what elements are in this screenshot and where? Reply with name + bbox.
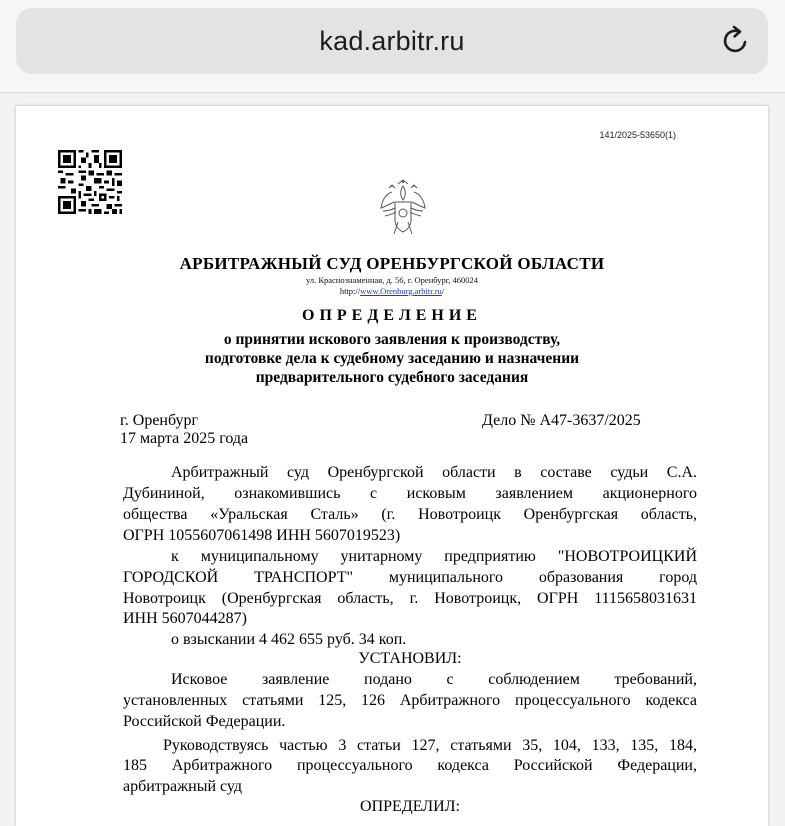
subject-line-3: предварительного судебного заседания (255, 369, 529, 386)
subject-line-2: подготовке дела к судебному заседанию и назначении (204, 350, 580, 367)
court-address: ул. Краснознаменная, д. 56, г. Оренбург, 460024 (305, 275, 479, 285)
coat-of-arms-icon (376, 178, 430, 240)
body-line: Новотроицк (Оренбургская область, г. Новотроицк, ОГРН 1115658031631 (123, 590, 697, 607)
case-code: 141/2025-53650(1) (599, 130, 676, 140)
qr-code-icon (58, 150, 122, 214)
site-prefix: http:// (339, 286, 361, 296)
section-heading-decided: ОПРЕДЕЛИЛ: (360, 798, 460, 815)
body-line: 185 Арбитражного процессуального кодекса Российской Федерации, (123, 757, 697, 774)
document-date: 17 марта 2025 года (120, 430, 249, 447)
document-page (16, 106, 768, 826)
court-website-link[interactable]: www.Orenburg.arbitr.ru (360, 286, 442, 296)
reload-icon[interactable] (718, 23, 754, 59)
address-bar[interactable] (16, 8, 768, 74)
body-line: ОГРН 1055607061498 ИНН 5607019523) (123, 527, 401, 544)
case-number: Дело № А47-3637/2025 (482, 412, 641, 429)
body-line: Российской Федерации. (123, 713, 286, 730)
body-line: Исковое заявление подано с соблюдением требований, (171, 671, 697, 688)
browser-toolbar (0, 0, 785, 93)
section-heading-established: УСТАНОВИЛ: (358, 650, 462, 667)
city: г. Оренбург (120, 412, 199, 429)
body-line: ИНН 5607044287) (123, 610, 247, 627)
body-line: Арбитражный суд Оренбургской области в составе судьи С.А. (171, 464, 697, 481)
body-line: о взыскании 4 462 655 руб. 34 коп. (171, 631, 407, 648)
body-line: Дубининой, ознакомившись с исковым заявлением акционерного (123, 485, 697, 502)
document-title: ОПРЕДЕЛЕНИЕ (302, 307, 482, 324)
url-text[interactable]: kad.arbitr.ru (319, 26, 465, 56)
site-suffix: / (441, 286, 445, 296)
court-website (16, 286, 768, 296)
body-line: Руководствуясь частью 3 статьи 127, статьями 35, 104, 133, 135, 184, (163, 737, 697, 754)
body-line: ГОРОДСКОЙ ТРАНСПОРТ" муниципального образования город (123, 569, 697, 586)
court-name: АРБИТРАЖНЫЙ СУД ОРЕНБУРГСКОЙ ОБЛАСТИ (179, 254, 605, 273)
body-line: к муниципальному унитарному предприятию "НОВОТРОИЦКИЙ (171, 548, 697, 565)
body-line: общества «Уральская Сталь» (г. Новотроицк Оренбургская область, (123, 506, 697, 523)
body-line: установленных статьями 125, 126 Арбитражного процессуального кодекса (123, 692, 697, 709)
body-line: арбитражный суд (123, 778, 243, 795)
subject-line-1: о принятии искового заявления к производству, (223, 331, 561, 348)
